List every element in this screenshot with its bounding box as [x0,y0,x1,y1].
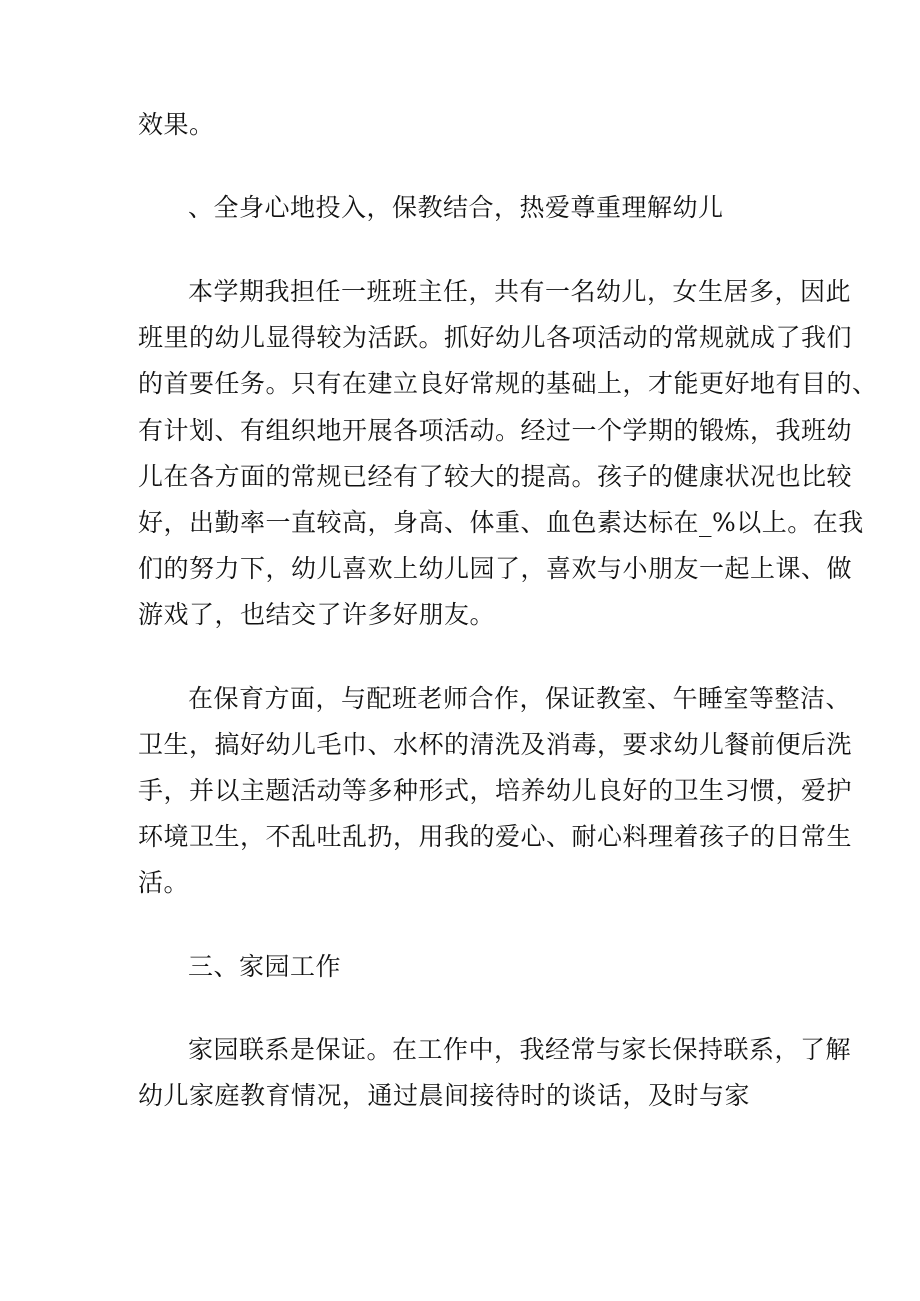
paragraph-line: 家园联系是保证。在工作中，我经常与家长保持联系，了解 [188,1035,852,1064]
section-heading: 三、家园工作 [188,952,342,981]
paragraph-line: 活。 [138,868,190,897]
paragraph-line: 在保育方面，与配班老师合作，保证教室、午睡室等整洁、 [188,684,852,713]
paragraph-line: 们的努力下，幼儿喜欢上幼儿园了，喜欢与小朋友一起上课、做 [138,554,853,583]
paragraph-line: 的首要任务。只有在建立良好常规的基础上，才能更好地有目的、 [138,369,878,398]
paragraph-line: 手，并以主题活动等多种形式，培养幼儿良好的卫生习惯，爱护 [138,776,853,805]
paragraph-line: 本学期我担任一班班主任，共有一名幼儿，女生居多，因此 [188,277,852,306]
paragraph-line: 班里的幼儿显得较为活跃。抓好幼儿各项活动的常规就成了我们 [138,323,853,352]
paragraph-line: 有计划、有组织地开展各项活动。经过一个学期的锻炼，我班幼 [138,416,853,445]
paragraph-line: 幼儿家庭教育情况，通过晨间接待时的谈话，及时与家 [138,1081,751,1110]
section-heading: 、全身心地投入，保教结合，热爱尊重理解幼儿 [188,193,724,222]
paragraph-end-line: 效果。 [138,110,215,139]
paragraph-line: 儿在各方面的常规已经有了较大的提高。孩子的健康状况也比较 [138,462,853,491]
paragraph-line: 游戏了，也结交了许多好朋友。 [138,600,496,629]
paragraph-line: 好，出勤率一直较高，身高、体重、血色素达标在_%以上。在我 [138,508,864,537]
paragraph-line: 卫生，搞好幼儿毛巾、水杯的清洗及消毒，要求幼儿餐前便后洗 [138,730,853,759]
paragraph-line: 环境卫生，不乱吐乱扔，用我的爱心、耐心料理着孩子的日常生 [138,822,853,851]
